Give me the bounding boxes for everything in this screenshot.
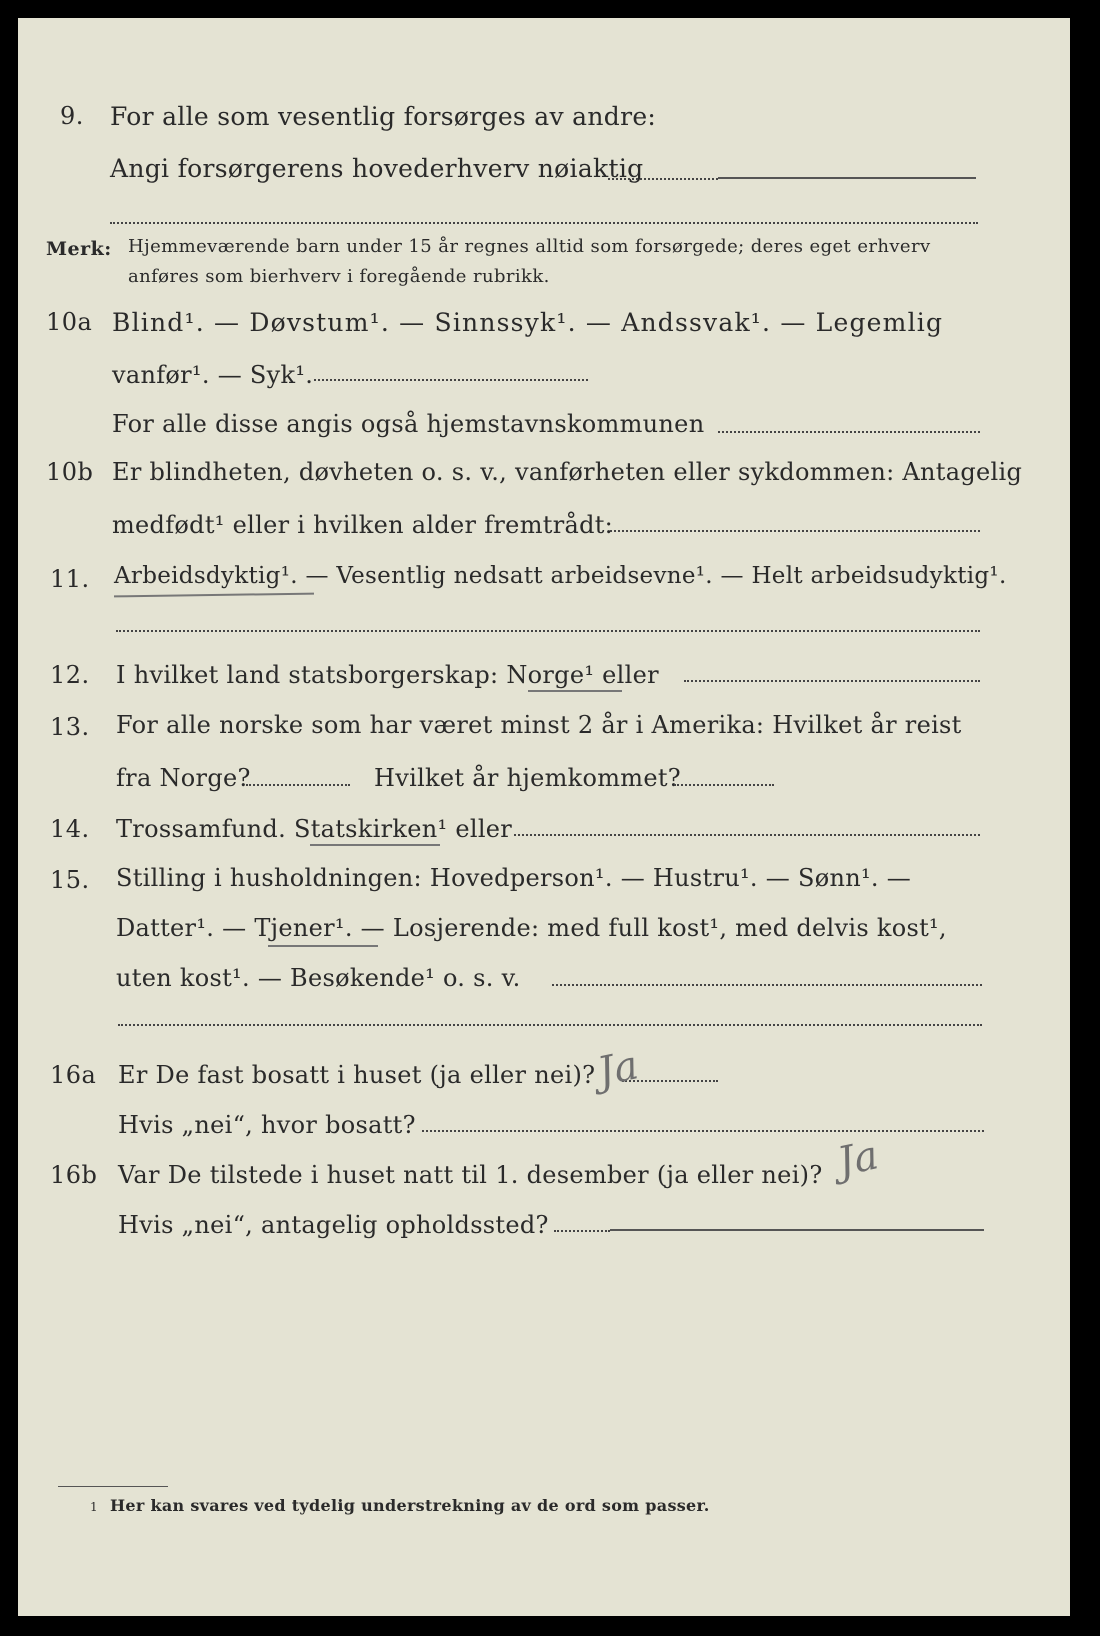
q11-number: 11. [50,565,90,593]
q15-answer-line [552,984,982,986]
q13-hjemkommet-answer-line [674,784,774,786]
q12-number: 12. [50,661,90,689]
q16a-bosatt-answer-line [422,1130,984,1132]
q15-number: 15. [50,866,90,894]
q16b-answer-line [610,1229,984,1231]
q13-number: 13. [50,713,90,741]
q12-answer-line [684,680,980,682]
q16a-line2: Hvis „nei“, hvor bosatt? [118,1111,416,1139]
q10b-number: 10b [46,458,94,486]
q14-answer-line [514,834,980,836]
q15-line2: Datter¹. — Tjener¹. — Losjerende: med full kost¹, med delvis kost¹, [116,914,947,942]
q10b-line1: Er blindheten, døvheten o. s. v., vanførheten eller sykdommen: Antagelig [112,458,1023,486]
census-form-page [18,18,1070,1616]
merk-label: Merk: [46,238,112,260]
q11-underline-arbeidsdyktig [114,593,314,598]
q11-line1: Arbeidsdyktig¹. — Vesentlig nedsatt arbeidsevne¹. — Helt arbeidsudyktig¹. [114,563,1007,589]
q10b-line2: medfødt¹ eller i hvilken alder fremtrådt: [112,511,614,539]
q12-underline-norge [528,690,622,692]
q10b-answer-line [610,530,980,532]
q16b-line2: Hvis „nei“, antagelig opholdssted? [118,1211,549,1239]
q16a-handwritten-answer: Ja [593,1042,643,1096]
q9-line2: Angi forsørgerens hovederhverv nøiaktig [110,154,644,183]
q10a-line3-answer [718,431,980,433]
q10a-line2-answer [314,379,588,381]
q11-extra-line [116,630,980,632]
q9-extra-line [110,222,978,224]
q13-line2a: fra Norge? [116,764,251,792]
footnote-text: Her kan svares ved tydelig understrekning av de ord som passer. [110,1496,710,1515]
q16b-handwritten-answer: Ja [833,1132,883,1186]
q16a-line1: Er De fast bosatt i huset (ja eller nei)? [118,1061,596,1089]
q9-line1: For alle som vesentlig forsørges av andre: [110,102,657,131]
q15-line3: uten kost¹. — Besøkende¹ o. s. v. [116,964,521,992]
q10a-line1: Blind¹. — Døvstum¹. — Sinnssyk¹. — Andssvak¹. — Legemlig [112,308,944,337]
q9-answer-line [718,177,976,179]
q16b-line1: Var De tilstede i huset natt til 1. desember (ja eller nei)? [118,1161,823,1189]
merk-line2: anføres som bierhverv i foregående rubrikk. [128,266,550,287]
q15-underline-tjener [268,945,378,947]
q14-line1: Trossamfund. Statskirken¹ eller [116,815,513,843]
q13-line2b: Hvilket år hjemkommet? [374,764,681,792]
q13-reist-answer-line [246,784,350,786]
q16b-number: 16b [50,1161,98,1189]
q10a-number: 10a [46,308,93,336]
footnote-mark: 1 [90,1500,98,1514]
q16b-answer-line-dotted [554,1230,610,1232]
footnote-rule [58,1486,168,1487]
q10a-line3: For alle disse angis også hjemstavnskommunen [112,410,705,438]
q9-answer-line-dotted [608,178,718,180]
q14-underline-statskirken [310,844,440,846]
q10a-line2: vanfør¹. — Syk¹. [112,361,314,389]
q13-line1: For alle norske som har været minst 2 år i Amerika: Hvilket år reist [116,711,962,739]
q9-number: 9. [60,102,84,130]
q12-line1: I hvilket land statsborgerskap: Norge¹ eller [116,661,659,689]
q16a-number: 16a [50,1061,97,1089]
q14-number: 14. [50,815,90,843]
q15-line1: Stilling i husholdningen: Hovedperson¹. — Hustru¹. — Sønn¹. — [116,864,912,892]
q15-extra-line [118,1024,982,1026]
merk-line1: Hjemmeværende barn under 15 år regnes alltid som forsørgede; deres eget erhverv [128,236,931,257]
